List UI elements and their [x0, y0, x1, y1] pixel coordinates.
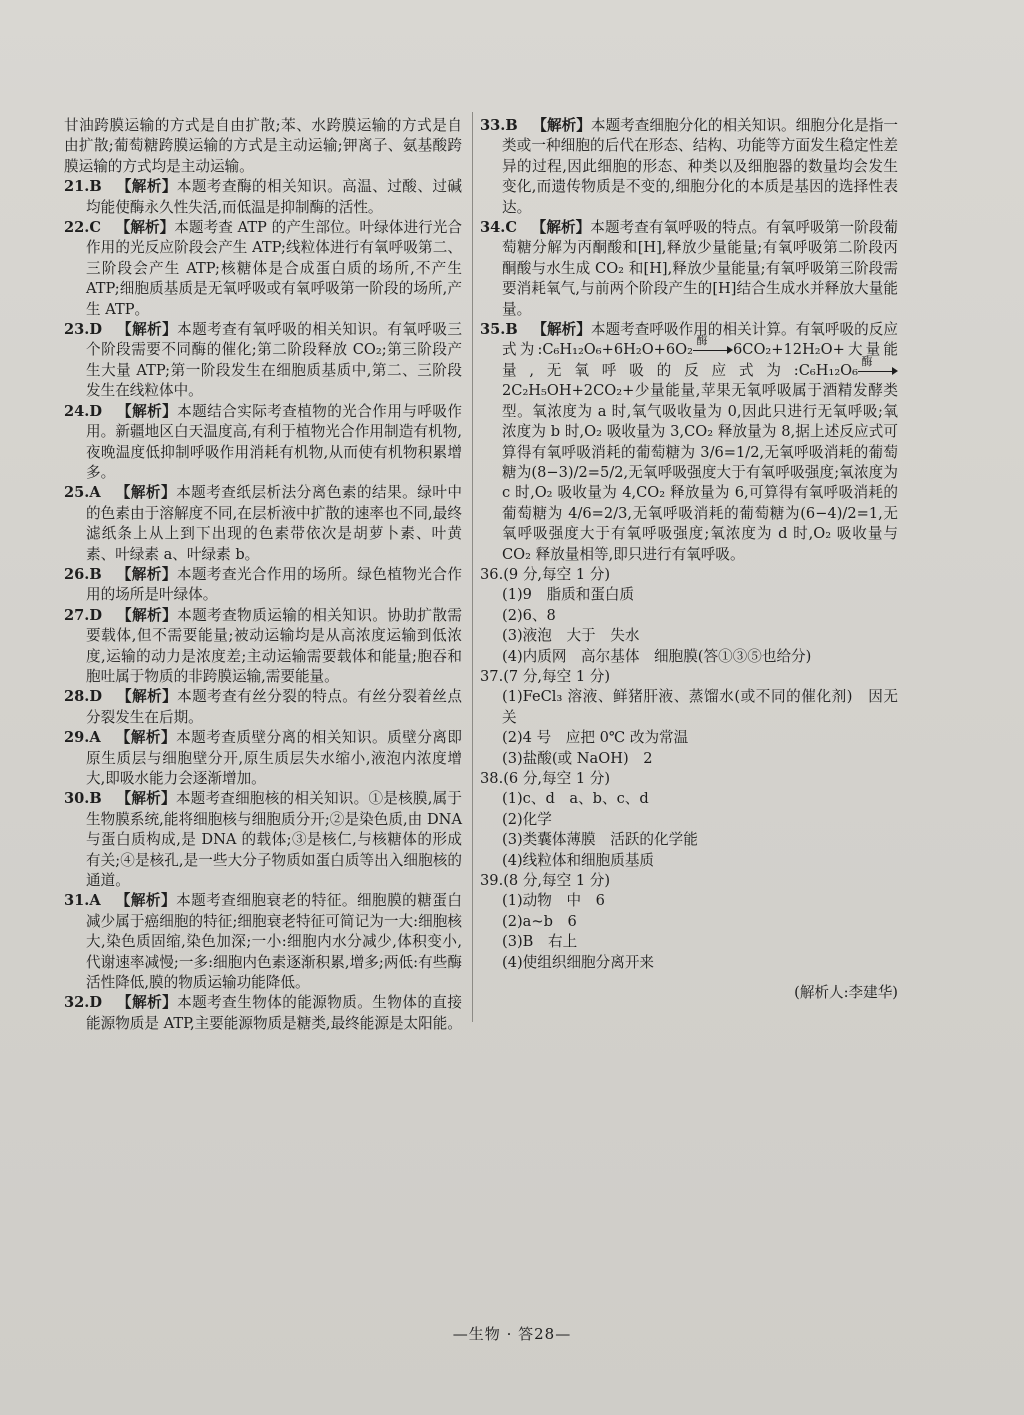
answer-25: 25.A 【解析】本题考查纸层析法分离色素的结果。绿叶中的色素由于溶解度不同,在层析液中扩散的速率也不同,最终滤纸条上从上到下出现的色素带依次是胡萝卜素、叶黄素、叶绿素 a、叶绿素 b。: [64, 484, 462, 563]
left-column: [64, 116, 462, 1034]
answer-29: 29.A 【解析】本题考查质壁分离的相关知识。质壁分离即原生质层与细胞壁分开,原生质层失水缩小,液泡内浓度增大,即吸水能力会逐渐增加。: [64, 729, 462, 787]
answer-37: 37.(7 分,每空 1 分) (1)FeCl₃ 溶液、鲜猪肝液、蒸馏水(或不同的催化剂) 因无关 (2)4 号 应把 0℃ 改为常温 (3)盐酸(或 NaOH) 2: [480, 667, 898, 767]
answer-38: 38.(6 分,每空 1 分) (1)c、d a、b、c、d (2)化学 (3)类囊体薄膜 活跃的化学能 (4)线粒体和细胞质基质: [480, 770, 698, 869]
answer-31: 31.A 【解析】本题考查细胞衰老的特征。细胞膜的糖蛋白减少属于癌细胞的特征;细胞衰老特征可简记为一大:细胞核大,染色质固缩,染色加深;一小:细胞内水分减少,体积变小,代谢速率减慢;一多:细胞内色素逐渐积累,增多;两低:有些酶活性降低,膜的物质运输功能降低。: [64, 892, 462, 992]
answer-39: 39.(8 分,每空 1 分) (1)动物 中 6 (2)a~b 6 (3)B 右上 (4)使组织细胞分离开来: [480, 872, 655, 971]
answer-22: 22.C 【解析】本题考查 ATP 的产生部位。叶绿体进行光合作用的光反应阶段会产生 ATP;线粒体进行有氧呼吸第二、三阶段会产生 ATP;核糖体是合成蛋白质的场所,不产生 ATP;细胞质基质是无氧呼吸或有氧呼吸第一阶段的场所,产生 ATP。: [64, 219, 462, 318]
answer-28: 28.D 【解析】本题考查有丝分裂的特点。有丝分裂着丝点分裂发生在后期。: [64, 688, 462, 726]
enzyme-arrow-icon: 酶: [693, 345, 733, 355]
anaerobic-equation-left: C₆H₁₂O₆: [798, 361, 858, 379]
answer-27: 27.D 【解析】本题考查物质运输的相关知识。协助扩散需要载体,但不需要能量;被动运输均是从高浓度运输到低浓度,运输的动力是浓度差;主动运输需要载体和能量;胞吞和胞吐属于物质的非跨膜运输,需要能量。: [64, 606, 462, 685]
page-footer: —生物 · 答28—: [452, 1325, 572, 1343]
answer-32: 32.D 【解析】本题考查生物体的能源物质。生物体的直接能源物质是 ATP,主要能源物质是糖类,最终能源是太阳能。: [64, 994, 462, 1032]
answer-30: 30.B 【解析】本题考查细胞核的相关知识。①是核膜,属于生物膜系统,能将细胞核与细胞质分开;②是染色质,由 DNA 与蛋白质构成,是 DNA 的载体;③是核仁,与核糖体的形成有关;④是核孔,是一些大分子物质如蛋白质等出入细胞核的通道。: [64, 790, 462, 890]
right-column: [480, 116, 898, 1003]
aerobic-equation-left: C₆H₁₂O₆+6H₂O+6O₂: [542, 341, 693, 359]
answer-36: 36.(9 分,每空 1 分) (1)9 脂质和蛋白质 (2)6、8 (3)液泡 大于 失水 (4)内质网 高尔基体 细胞膜(答①③⑤也给分): [480, 565, 812, 665]
column-divider: [472, 112, 473, 1022]
answer-20-continued: 甘油跨膜运输的方式是自由扩散;苯、水跨膜运输的方式是自由扩散;葡萄糖跨膜运输的方式是主动运输;钾离子、氨基酸跨膜运输的方式均是主动运输。: [64, 117, 462, 175]
answer-24: 24.D 【解析】本题结合实际考查植物的光合作用与呼吸作用。新疆地区白天温度高,有利于植物光合作用制造有机物,夜晚温度低抑制呼吸作用消耗有机物,从而使有机物积累增多。: [64, 402, 462, 481]
answer-34: 34.C 【解析】本题考查有氧呼吸的特点。有氧呼吸第一阶段葡萄糖分解为丙酮酸和[H],释放少量能量;有氧呼吸第二阶段丙酮酸与水生成 CO₂ 和[H],释放少量能量;有氧呼吸第三阶段需要消耗氧气,与前两个阶段产生的[H]结合生成水并释放大量能量。: [480, 219, 898, 318]
answer-26: 26.B 【解析】本题考查光合作用的场所。绿色植物光合作用的场所是叶绿体。: [64, 565, 462, 604]
enzyme-arrow-icon: 酶: [858, 366, 898, 376]
answer-33: 33.B 【解析】本题考查细胞分化的相关知识。细胞分化是指一类或一种细胞的后代在形态、结构、功能等方面发生稳定性差异的过程,因此细胞的形态、种类以及细胞器的数量均会发生变化,而遗传物质是不变的,细胞分化的本质是基因的选择性表达。: [480, 117, 898, 216]
analyst-signature: (解析人:李建华): [794, 984, 898, 1002]
answer-35: 35.B 【解析】本题考查呼吸作用的相关计算。有氧呼吸的反应式为:C₆H₁₂O₆+6H₂O+6O₂ 酶 6CO₂+12H₂O+大量能量,无氧呼吸的反应式为:C₆H₁₂O₆ 酶 2C₂H₅OH+2CO₂+少量能量,苹果无氧呼吸属于酒精发酵类型。氧浓度为 a 时,氧气吸收量为 0,因此只进行无氧呼吸;氧浓度为 b 时,O₂ 吸收量为 3,CO₂ 释放量为 8,据上述反应式可算得有氧呼吸消耗的葡萄糖为 3/6=1/2,无氧呼吸消耗的葡萄糖为(8−3)/2=5/2,无氧呼吸强度大于有氧呼吸强度;氧浓度为 c 时,O₂ 吸收量为 4,CO₂ 释放量为 6,可算得有氧呼吸消耗的葡萄糖为 4/6=2/3,无氧呼吸消耗的葡萄糖为(6−4)/2=1,无氧呼吸强度大于有氧呼吸强度;氧浓度为 d 时,O₂ 吸收量与 CO₂ 释放量相等,即只进行有氧呼吸。: [480, 321, 898, 563]
answer-23: 23.D 【解析】本题考查有氧呼吸的相关知识。有氧呼吸三个阶段需要不同酶的催化;第二阶段释放 CO₂;第三阶段产生大量 ATP;第一阶段发生在细胞质基质中,第二、三阶段发生在线粒体中。: [64, 321, 462, 400]
answer-21: 21.B 【解析】本题考查酶的相关知识。高温、过酸、过碱均能使酶永久性失活,而低温是抑制酶的活性。: [64, 178, 462, 216]
